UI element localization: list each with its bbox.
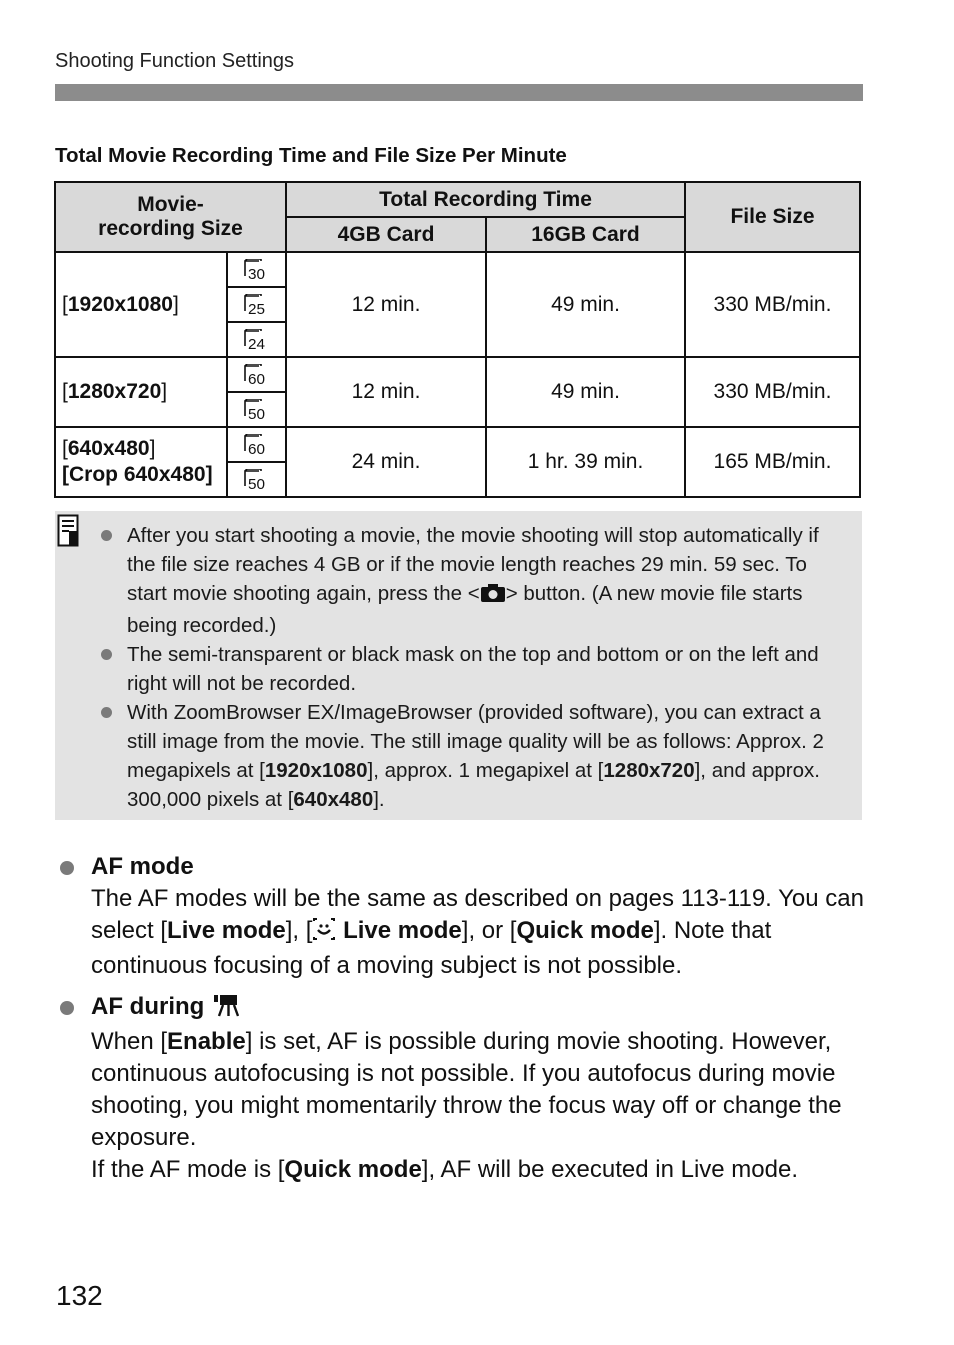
af-during-title: AF during	[91, 991, 870, 1026]
time-16gb: 49 min.	[486, 357, 685, 427]
table-heading: Total Movie Recording Time and File Size Per Minute	[55, 144, 567, 167]
note-item: The semi-transparent or black mask on the top and bottom or on the left and right will not be recorded.	[101, 640, 851, 698]
size-cell: [640x480] [Crop 640x480]	[55, 427, 227, 497]
bullet-icon	[60, 1001, 74, 1015]
memo-icon	[57, 514, 81, 553]
frame-rate-60-icon	[227, 357, 286, 392]
bullet-icon	[101, 707, 112, 718]
bullet-icon	[60, 861, 74, 875]
time-16gb: 49 min.	[486, 252, 685, 357]
frame-rate-label: 60	[248, 370, 265, 386]
file-size: 330 MB/min.	[685, 252, 860, 357]
file-size: 165 MB/min.	[685, 427, 860, 497]
time-4gb: 12 min.	[286, 357, 486, 427]
header-16gb: 16GB Card	[486, 217, 685, 252]
size-cell: [1920x1080]	[55, 252, 227, 357]
frame-rate-50-icon	[227, 392, 286, 427]
header-size: Movie-recording Size	[55, 182, 286, 252]
table-row	[55, 357, 860, 392]
note-item: After you start shooting a movie, the movie shooting will stop automatically if the file size reaches 4 GB or if the movie length reaches 29 min. 59 sec. To start movie shooting again, press the < > button. (A new movie file starts being recorded.)	[101, 521, 851, 640]
af-mode-title: AF mode	[91, 853, 194, 880]
frame-rate-60-icon	[227, 427, 286, 462]
face-detection-icon	[312, 917, 336, 950]
header-total-time: Total Recording Time	[286, 182, 685, 217]
frame-rate-label: 24	[248, 335, 265, 351]
time-4gb: 24 min.	[286, 427, 486, 497]
frame-rate-label: 30	[248, 265, 265, 281]
size-cell: [1280x720]	[55, 357, 227, 427]
header-4gb: 4GB Card	[286, 217, 486, 252]
section-rule	[55, 84, 863, 101]
time-4gb: 12 min.	[286, 252, 486, 357]
crop-size-label: [Crop 640x480]	[62, 463, 213, 486]
af-mode-section	[60, 851, 870, 982]
table-row	[55, 252, 860, 287]
bullet-icon	[101, 530, 112, 541]
note-item: With ZoomBrowser EX/ImageBrowser (provided software), you can extract a still image from the movie. The still image quality will be as follows: Approx. 2 megapixels at [1920x1080], approx. 1 megapixel at [1280x720], and approx. 300,000 pixels at [640x480].	[101, 698, 851, 814]
af-during-body: When [Enable] is set, AF is possible during movie shooting. However, continuous autofocusing is not possible. If you autofocus during movie shooting, you might momentarily throw the focus way off or change the exposure. If the AF mode is [Quick mode], AF will be executed in Live mode.	[91, 1028, 842, 1183]
header-file-size: File Size	[685, 182, 860, 252]
page-number: 132	[56, 1280, 103, 1311]
camera-icon	[480, 582, 506, 611]
section-title: Shooting Function Settings	[55, 50, 295, 72]
frame-rate-30-icon	[227, 252, 286, 287]
frame-rate-label: 50	[248, 475, 265, 491]
recording-time-table	[54, 181, 861, 498]
notes-box	[55, 511, 862, 820]
frame-rate-label: 60	[248, 440, 265, 456]
frame-rate-24-icon	[227, 322, 286, 357]
movie-camera-icon	[211, 993, 239, 1026]
af-during-section	[60, 991, 870, 1186]
time-16gb: 1 hr. 39 min.	[486, 427, 685, 497]
af-mode-body: The AF modes will be the same as described on pages 113-119. You can select [Live mode], [ Live mode], or [Quick mode]. Note that continuous focusing of a moving subject is not possible.	[91, 885, 864, 979]
frame-rate-label: 25	[248, 300, 265, 316]
frame-rate-50-icon	[227, 462, 286, 497]
bullet-icon	[101, 649, 112, 660]
frame-rate-label: 50	[248, 405, 265, 421]
file-size: 330 MB/min.	[685, 357, 860, 427]
table-row	[55, 427, 860, 462]
frame-rate-25-icon	[227, 287, 286, 322]
